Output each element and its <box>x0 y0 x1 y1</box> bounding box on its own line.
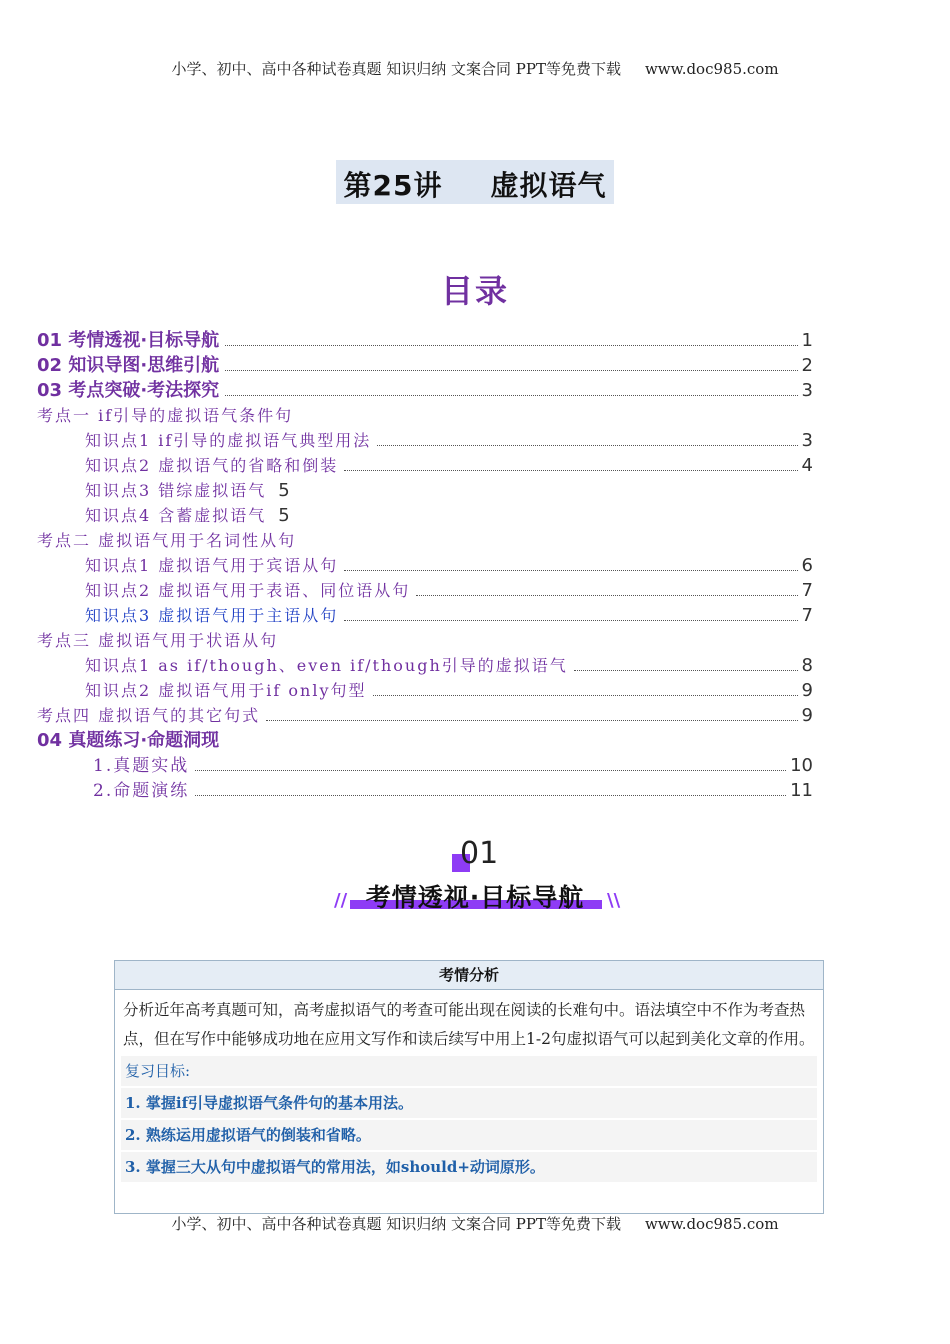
toc-entry-kaodian-3[interactable]: 考点三 虚拟语气用于状语从句 <box>37 631 279 650</box>
table-of-contents <box>37 328 813 803</box>
toc-entry-k2-point-1[interactable]: 知识点1 虚拟语气用于宾语从句 6 <box>85 555 813 576</box>
goals-title: 复习目标: <box>121 1056 817 1088</box>
toc-page-number: 5 <box>278 480 290 501</box>
toc-page-number: 7 <box>801 580 813 601</box>
toc-entry-04[interactable]: 04 真题练习·命题洞现 <box>37 730 220 751</box>
toc-page-number: 2 <box>801 355 813 376</box>
toc-page-number: 9 <box>801 705 813 726</box>
toc-page-number: 6 <box>801 555 813 576</box>
toc-entry-02[interactable]: 02 知识导图·思维引航 2 <box>37 355 813 376</box>
lecture-title <box>0 160 950 204</box>
footer-site-link[interactable]: www.doc985.com <box>644 1215 779 1233</box>
toc-page-number: 10 <box>790 755 813 776</box>
goal-item: 1. 掌握if引导虚拟语气条件句的基本用法。 <box>121 1088 817 1120</box>
lecture-topic: 虚拟语气 <box>486 162 610 204</box>
section-title: 考情透视·目标导航 <box>365 883 585 912</box>
toc-page-number: 3 <box>801 380 813 401</box>
right-slash-decoration: \\ <box>607 890 621 911</box>
analysis-body: 分析近年高考真题可知，高考虚拟语气的考查可能出现在阅读的长难句中。语法填空中不作为考查热点，但在写作中能够成功地在应用文写作和读后续写中用上1-2句虚拟语气可以起到美化文章的作用。 <box>123 1001 815 1048</box>
toc-entry-k1-point-4[interactable]: 知识点4 含蓄虚拟语气 5 <box>85 505 290 526</box>
toc-entry-04-practice[interactable]: 2.命题演练 11 <box>93 780 813 801</box>
toc-entry-k2-point-2[interactable]: 知识点2 虚拟语气用于表语、同位语从句 7 <box>85 580 813 601</box>
header-site-link[interactable]: www.doc985.com <box>644 60 779 78</box>
left-slash-decoration: // <box>334 890 348 911</box>
toc-entry-04-real-exams[interactable]: 1.真题实战 10 <box>93 755 813 776</box>
toc-entry-03[interactable]: 03 考点突破·考法探究 3 <box>37 380 813 401</box>
toc-entry-kaodian-1[interactable]: 考点一 if引导的虚拟语气条件句 <box>37 406 294 425</box>
page-footer <box>0 1213 950 1234</box>
footer-text: 小学、初中、高中各种试卷真题 知识归纳 文案合同 PPT等免费下载 <box>171 1215 621 1233</box>
toc-page-number: 5 <box>278 505 290 526</box>
toc-entry-k3-point-1[interactable]: 知识点1 as if/though、even if/though引导的虚拟语气 8 <box>85 655 813 676</box>
toc-page-number: 8 <box>801 655 813 676</box>
toc-entry-kaodian-4[interactable]: 考点四 虚拟语气的其它句式 9 <box>37 705 813 726</box>
toc-entry-k1-point-1[interactable]: 知识点1 if引导的虚拟语气典型用法 3 <box>85 430 813 451</box>
toc-entry-k1-point-3[interactable]: 知识点3 错综虚拟语气 5 <box>85 480 290 501</box>
toc-entry-kaodian-2[interactable]: 考点二 虚拟语气用于名词性从句 <box>37 531 297 550</box>
analysis-heading: 考情分析 <box>115 961 823 990</box>
analysis-box <box>114 960 824 1214</box>
toc-heading: 目录 <box>440 272 509 310</box>
toc-entry-k3-point-2[interactable]: 知识点2 虚拟语气用于if only句型 9 <box>85 680 813 701</box>
toc-page-number: 3 <box>801 430 813 451</box>
toc-page-number: 9 <box>801 680 813 701</box>
toc-page-number: 11 <box>790 780 813 801</box>
toc-page-number: 4 <box>801 455 813 476</box>
header-text: 小学、初中、高中各种试卷真题 知识归纳 文案合同 PPT等免费下载 <box>171 60 621 78</box>
page-header <box>0 58 950 79</box>
toc-page-number: 1 <box>801 330 813 351</box>
toc-entry-k1-point-2[interactable]: 知识点2 虚拟语气的省略和倒装 4 <box>85 455 813 476</box>
goal-item: 3. 掌握三大从句中虚拟语气的常用法，如should+动词原形。 <box>121 1152 817 1184</box>
toc-entry-k2-point-3[interactable]: 知识点3 虚拟语气用于主语从句 7 <box>85 605 813 626</box>
review-goals <box>121 1056 817 1184</box>
goal-item: 2. 熟练运用虚拟语气的倒装和省略。 <box>121 1120 817 1152</box>
toc-page-number: 7 <box>801 605 813 626</box>
section-number: 01 <box>460 836 499 871</box>
toc-entry-01[interactable]: 01 考情透视·目标导航 1 <box>37 330 813 351</box>
lecture-number: 第25讲 <box>340 162 447 204</box>
